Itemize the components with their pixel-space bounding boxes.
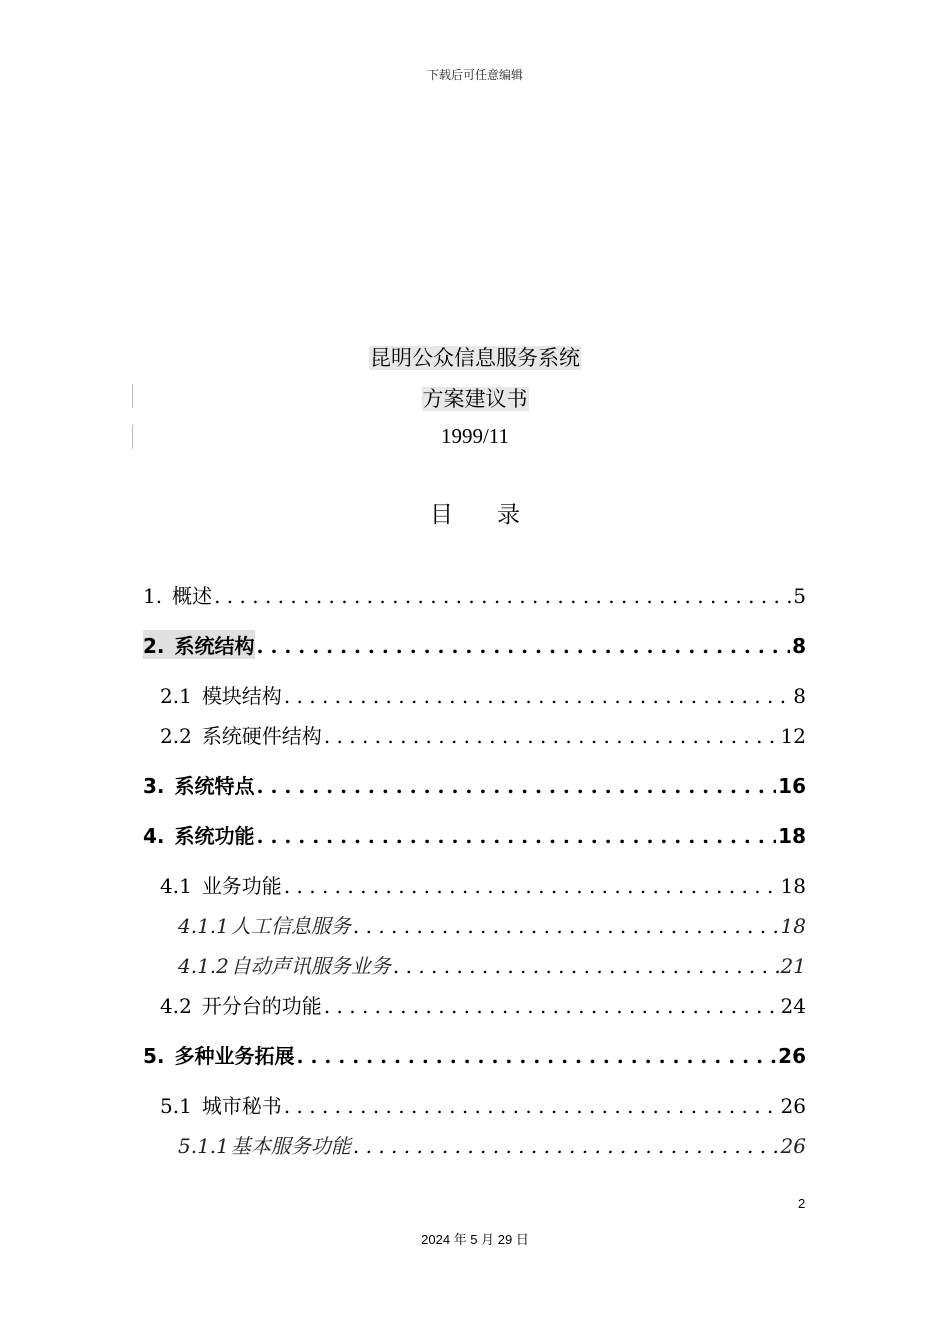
toc-entry-page: 18	[780, 914, 806, 938]
document-title: 昆明公众信息服务系统	[370, 346, 580, 370]
page-number: 2	[798, 1196, 806, 1211]
toc-leader-dots	[284, 874, 779, 898]
toc-entry[interactable]	[178, 910, 806, 939]
toc-entry-number: 5.1	[160, 1094, 192, 1118]
toc-entry[interactable]	[143, 1040, 806, 1069]
toc-entry-label: 系统硬件结构	[201, 724, 322, 748]
toc-leader-dots	[284, 684, 791, 708]
toc-heading	[0, 496, 950, 529]
toc-entry-page: 8	[793, 684, 806, 708]
toc-entry[interactable]	[143, 580, 806, 609]
toc-entry-label: 业务功能	[201, 874, 282, 898]
toc-entry-page: 8	[792, 634, 806, 658]
toc-entry-label: 概述	[172, 584, 213, 608]
toc-entry[interactable]	[143, 820, 806, 849]
toc-leader-dots	[257, 634, 791, 658]
toc-entry-page: 16	[778, 774, 806, 798]
toc-entry-page: 26	[780, 1094, 806, 1118]
toc-leader-dots	[284, 1094, 779, 1118]
toc-entry[interactable]	[143, 770, 806, 799]
toc-leader-dots	[297, 1044, 777, 1068]
toc-heading-char-1: 目	[430, 502, 453, 528]
toc-leader-dots	[353, 1134, 779, 1158]
toc-entry-page: 18	[778, 824, 806, 848]
toc-entry-number: 4.2	[160, 994, 192, 1018]
toc-leader-dots	[393, 954, 779, 978]
toc-entry-number: 3.	[143, 774, 165, 798]
toc-entry-page: 5	[793, 584, 806, 608]
toc-entry-label: 自动声讯服务业务	[230, 954, 391, 978]
toc-entry-number: 4.1.2	[178, 954, 229, 978]
title-line-1	[0, 342, 950, 372]
toc-entry-label: 系统结构	[174, 634, 255, 658]
toc-leader-dots	[257, 774, 777, 798]
toc-leader-dots	[353, 914, 779, 938]
toc-entry[interactable]	[160, 870, 806, 899]
toc-entry-label: 开分台的功能	[201, 994, 322, 1018]
toc-entry-number: 4.	[143, 824, 165, 848]
toc-entry-page: 26	[778, 1044, 806, 1068]
toc-entry-number: 4.1	[160, 874, 192, 898]
document-date: 1999/11	[440, 424, 510, 448]
toc-entry-number: 2.2	[160, 724, 192, 748]
toc-entry-label: 基本服务功能	[230, 1134, 351, 1158]
toc-entry-page: 26	[780, 1134, 806, 1158]
toc-leader-dots	[214, 584, 791, 608]
toc-entry-page: 24	[780, 994, 806, 1018]
toc-entry-label: 系统功能	[174, 824, 255, 848]
toc-leader-dots	[324, 994, 779, 1018]
toc-heading-char-2: 录	[497, 502, 520, 528]
title-line-2	[0, 383, 950, 413]
toc-entry-page: 12	[780, 724, 806, 748]
toc-entry-number: 1.	[143, 584, 163, 608]
footer-date: 2024 年 5 月 29 日	[421, 1232, 529, 1247]
toc-entry[interactable]	[178, 1130, 806, 1159]
toc-entry-label: 模块结构	[201, 684, 282, 708]
toc-entry-label: 系统特点	[174, 774, 255, 798]
toc-entry-number: 2.1	[160, 684, 192, 708]
toc-entry[interactable]	[160, 990, 806, 1019]
toc-entry[interactable]	[160, 720, 806, 749]
toc-entry-label: 人工信息服务	[230, 914, 351, 938]
toc-entry[interactable]	[160, 1090, 806, 1119]
toc-leader-dots	[324, 724, 779, 748]
toc-entry-number: 5.1.1	[178, 1134, 229, 1158]
toc-entry-page: 18	[780, 874, 806, 898]
toc-entry-number: 5.	[143, 1044, 165, 1068]
toc-leader-dots	[257, 824, 777, 848]
toc-entry[interactable]	[143, 630, 806, 659]
document-subtitle: 方案建议书	[422, 387, 528, 411]
toc-entry[interactable]	[178, 950, 806, 979]
toc-entry-number: 2.	[143, 634, 165, 658]
toc-entry-label: 多种业务拓展	[174, 1044, 295, 1068]
toc-entry-number: 4.1.1	[178, 914, 229, 938]
toc-entry[interactable]	[160, 680, 806, 709]
toc-entry-page: 21	[780, 954, 806, 978]
title-line-3	[0, 424, 950, 449]
toc-entry-label: 城市秘书	[201, 1094, 282, 1118]
header-note: 下载后可任意编辑	[426, 68, 523, 82]
